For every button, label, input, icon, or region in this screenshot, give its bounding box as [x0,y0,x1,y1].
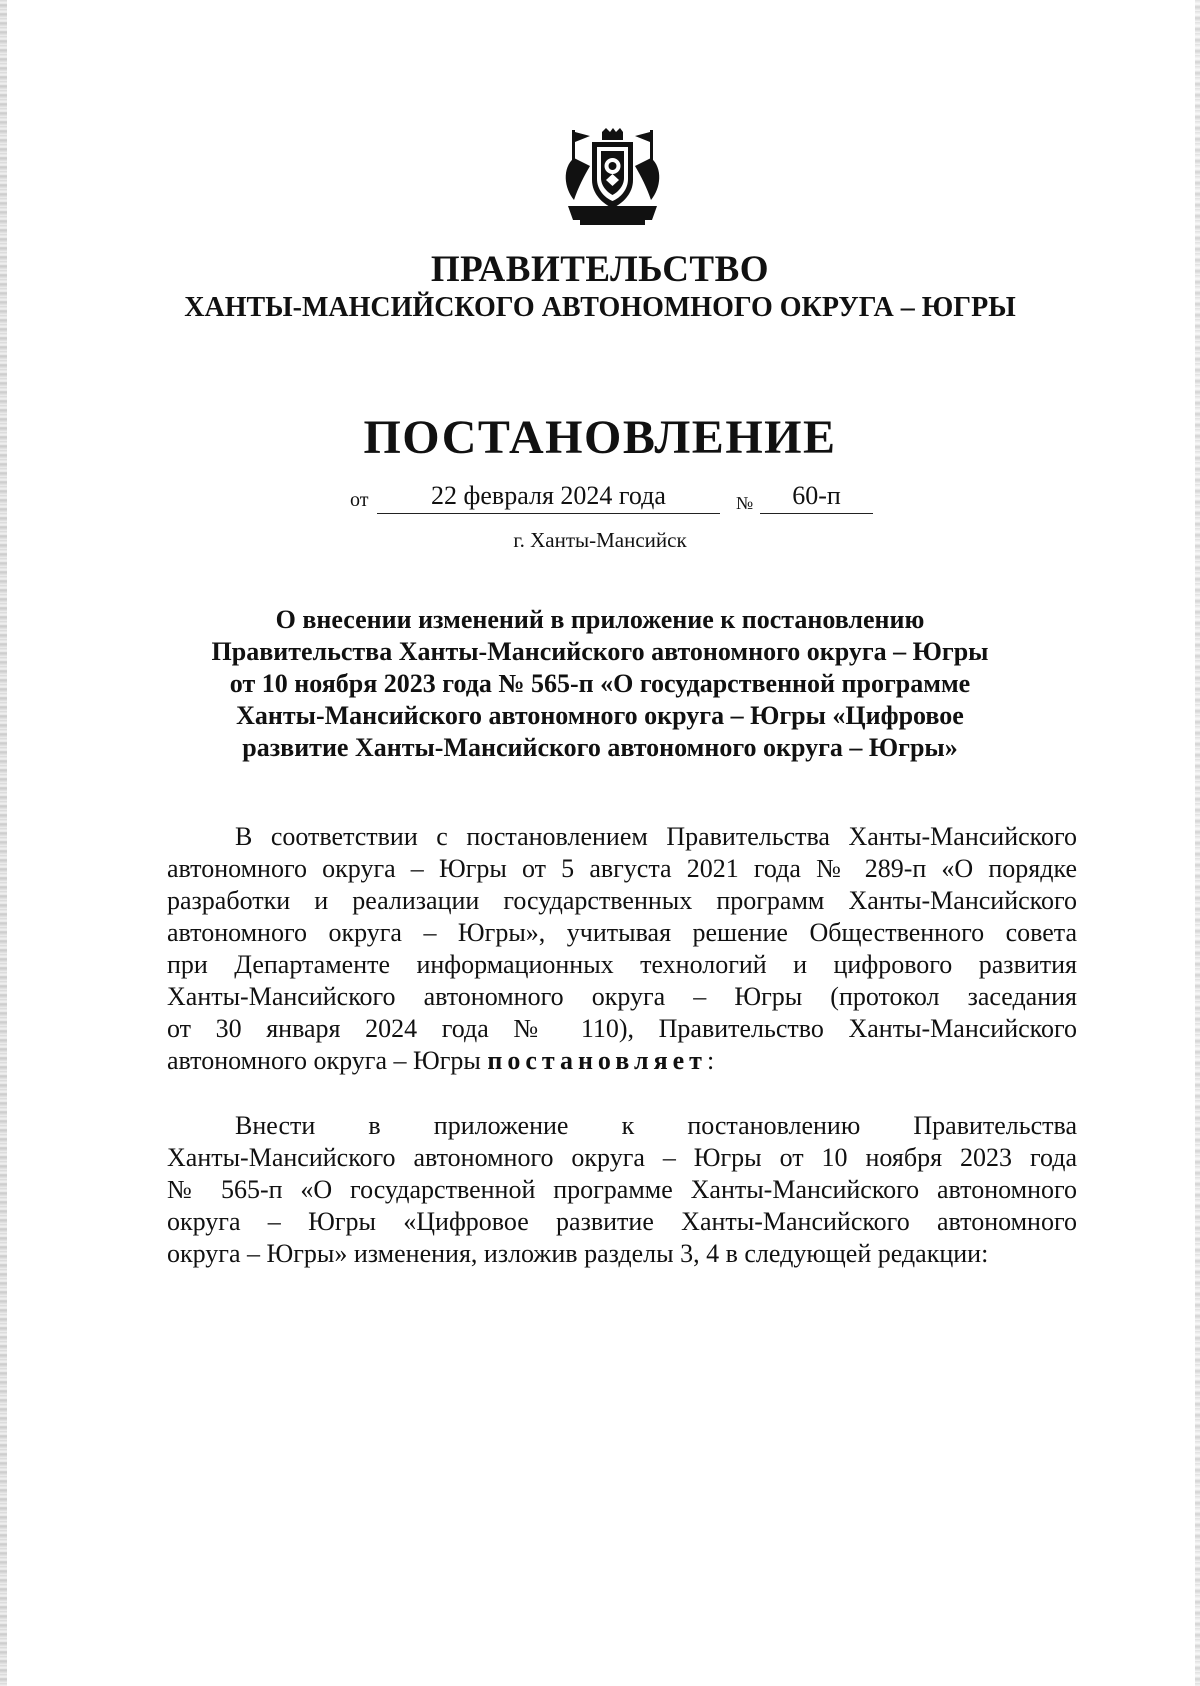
body-paragraph-preamble [167,821,1077,1077]
paragraph-line [167,1045,1077,1077]
number-prefix: № [736,493,754,513]
subject-line: от 10 ноября 2023 года № 565-п «О государственной программе [229,669,971,698]
paragraph-line: разработки и реализации государственных программ Ханты-Мансийского [167,886,1077,915]
paragraph-line: Внести в приложение к постановлению Правительства [235,1111,1077,1140]
paragraph-line: округа – Югры «Цифровое развитие Ханты-Мансийского автономного [167,1207,1077,1236]
subject-line: О внесении изменений в приложение к постановлению [275,605,925,634]
paragraph-line: Ханты-Мансийского автономного округа – Югры (протокол заседания [167,982,1077,1011]
government-title: ПРАВИТЕЛЬСТВО [430,249,770,290]
body-paragraph-resolution [167,1110,1077,1270]
date-number-line [350,470,890,514]
paragraph-line: Ханты-Мансийского автономного округа – Югры от 10 ноября 2023 года [167,1143,1077,1172]
document-subject [150,604,1050,764]
document-city: г. Ханты-Мансийск [513,528,687,552]
subject-line: Ханты-Мансийского автономного округа – Югры «Цифровое [236,701,964,730]
paragraph-line: № 565-п «О государственной программе Ханты-Мансийского автономного [167,1175,1077,1204]
document-number: 60-п [760,481,873,514]
government-subtitle: ХАНТЫ-МАНСИЙСКОГО АВТОНОМНОГО ОКРУГА – ЮГРЫ [184,292,1016,323]
resolves-word: постановляет [487,1046,707,1075]
paragraph-line: автономного округа – Югры от 5 августа 2021 года № 289-п «О порядке [167,854,1077,883]
paragraph-line-text: автономного округа – Югры [167,1046,488,1075]
subject-line: развитие Ханты-Мансийского автономного округа – Югры» [242,733,958,762]
date-prefix: от [350,489,369,511]
paragraph-line: автономного округа – Югры», учитывая решение Общественного совета [167,918,1077,947]
document-type: ПОСТАНОВЛЕНИЕ [363,411,837,464]
resolves-colon: : [706,1046,715,1075]
subject-line: Правительства Ханты-Мансийского автономного округа – Югры [211,637,989,666]
paragraph-line: при Департаменте информационных технологий и цифрового развития [167,950,1077,979]
document-date: 22 февраля 2024 года [377,481,720,514]
paragraph-line: округа – Югры» изменения, изложив разделы 3, 4 в следующей редакции: [167,1239,989,1268]
paragraph-line: В соответствии с постановлением Правительства Ханты-Мансийского [235,822,1077,851]
coat-of-arms-icon [560,128,665,226]
paragraph-line: от 30 января 2024 года № 110), Правительство Ханты-Мансийского [167,1014,1077,1043]
